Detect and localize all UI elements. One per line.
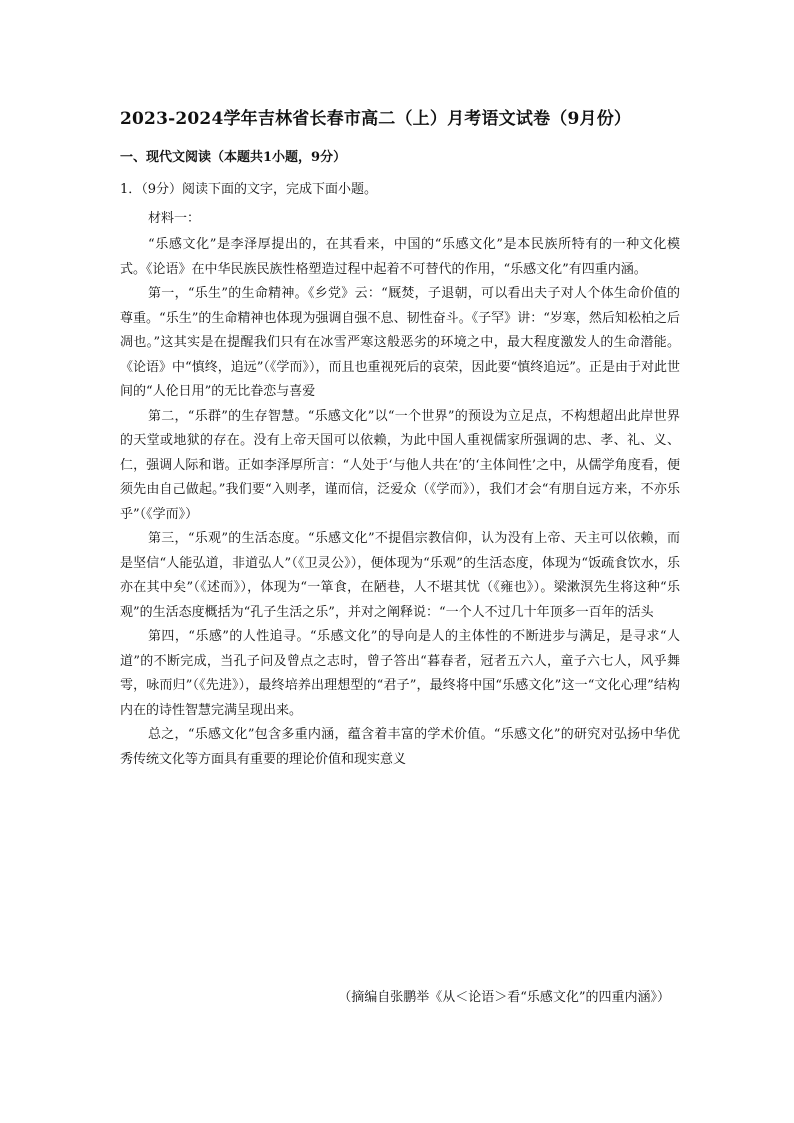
paragraph-second: 第二，“乐群”的生存智慧。“乐感文化”以“一个世界”的预设为立足点，不构想超出此岸世界的天堂或地狱的存在。没有上帝天国可以依赖，为此中国人重视儒家所强调的忠、孝、礼、义、仁，强调人际和谐。正如李泽厚所言：“人处于‘与他人共在’的‘主体间性’之中，从儒学角度看，便须先由自己做起。”我们要“入则孝，谨而信，泛爱众（《学而》），我们才会“有朋自远方来，不亦乐乎”（《学而》）: [120, 408, 680, 522]
paragraph-intro: “乐感文化”是李泽厚提出的，在其看来，中国的“乐感文化”是本民族所特有的一种文化模式。《论语》在中华民族民族性格塑造过程中起着不可替代的作用，“乐感文化”有四重内涵。: [120, 237, 680, 277]
paragraph-fourth: 第四，“乐感”的人性追寻。“乐感文化”的导向是人的主体性的不断进步与满足，是寻求“人道”的不断完成，当孔子问及曾点之志时，曾子答出“暮春者，冠者五六人，童子六七人，风乎舞雩，咏而归”（《先进》），最终培养出理想型的“君子”，最终将中国“乐感文化”这一“文化心理”结构内在的诗性智慧完满呈现出来。: [120, 629, 680, 718]
question-prompt: 1．（9分）阅读下面的文字，完成下面小题。: [120, 182, 378, 197]
paragraph-conclusion: 总之，“乐感文化”包含多重内涵，蕴含着丰富的学术价值。“乐感文化”的研究对弘扬中华优秀传统文化等方面具有重要的理论价值和现实意义: [120, 727, 680, 767]
section-heading: 一、现代文阅读（本题共1小题，9分）: [120, 150, 347, 165]
page-title: 2023-2024学年吉林省长春市高二（上）月考语文试卷（9月份）: [120, 109, 632, 129]
paragraph-first: 第一，“乐生”的生命精神。《乡党》云：“厩焚，子退朝，可以看出夫子对人个体生命价值的尊重。“乐生”的生命精神也体现为强调自强不息、韧性奋斗。《子罕》讲：“岁寒，然后知松柏之后凋也。”这其实是在提醒我们只有在冰雪严寒这般恶劣的环境之中，最大程度激发人的生命潜能。《论语》中“慎终，追远”（《学而》），而且也重视死后的哀荣，因此要“慎终追远”。正是由于对此世间的“人伦日用”的无比眷恋与喜爱: [120, 286, 680, 399]
article-body: [120, 233, 680, 772]
source-citation: （摘编自张鹏举《从＜论语＞看“乐感文化”的四重内涵》）: [338, 990, 670, 1005]
material-label: 材料一：: [148, 211, 201, 226]
paragraph-third: 第三，“乐观”的生活态度。“乐感文化”不提倡宗教信仰，认为没有上帝、天主可以依赖，而是坚信“人能弘道，非道弘人”（《卫灵公》），便体现为“乐观”的生活态度，体现为“饭疏食饮水，乐亦在其中矣”（《述而》），体现为“一箪食，在陋巷，人不堪其忧（《雍也》）。梁漱溟先生将这种“乐观”的生活态度概括为“孔子生活之乐”，并对之阐释说：“一个人不过几十年顶多一百年的活头: [120, 531, 680, 620]
